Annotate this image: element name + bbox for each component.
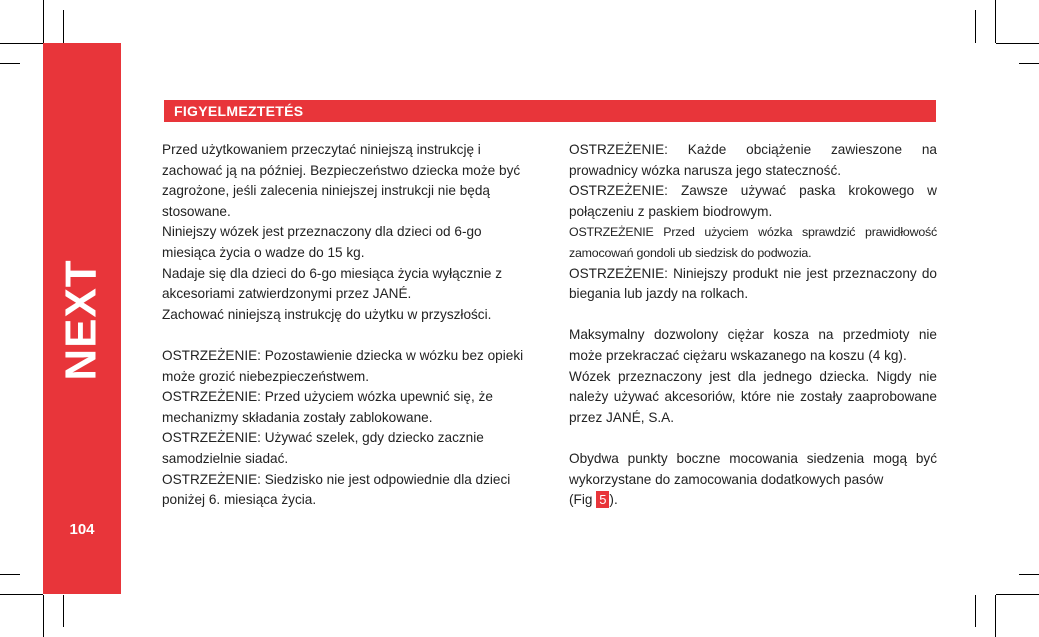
paragraph-gap (162, 325, 540, 346)
warning-paragraph: OSTRZEŻENIE: Każde obciążenie zawieszone na prowadnicy wózka narusza jego stateczność. (569, 142, 937, 178)
warning-paragraph: OSTRZEŻENIE: Zawsze używać paska krokowego w połączeniu z paskiem biodrowym. (569, 183, 937, 219)
section-banner: FIGYELMEZTETÉS (164, 100, 936, 122)
text-line: zagrożone, jeśli zalecenia niniejszej instrukcji nie będą (162, 183, 490, 199)
text-line: OSTRZEŻENIE: Siedzisko nie jest odpowiednie dla dzieci (162, 471, 511, 487)
text-line: OSTRZEŻENIE: Używać szelek, gdy dziecko zacznie (162, 430, 484, 446)
text-line: Niniejszy wózek jest przeznaczony dla dzieci od 6-go (162, 224, 482, 240)
text-line: zachować ją na później. Bezpieczeństwo dziecka może być (162, 162, 521, 178)
crop-mark (1019, 63, 1039, 64)
crop-mark (975, 595, 976, 627)
text-line: Przed użytkowaniem przeczytać niniejszą instrukcję i (162, 142, 481, 157)
warning-paragraph: OSTRZEŻENIE: Niniejszy produkt nie jest przeznaczony do biegania lub jazdy na rolkach. (569, 265, 937, 302)
crop-mark (0, 43, 43, 44)
info-paragraph: Obydwa punkty boczne mocowania siedzenia mogą być wykorzystane do zamocowania dodatkowych pasów (569, 450, 937, 487)
paragraph-gap (569, 305, 937, 326)
paragraph-gap (569, 428, 937, 449)
page-number: 104 (69, 521, 95, 538)
brand-label: NEXT (57, 259, 107, 381)
crop-mark (996, 594, 1039, 595)
text-line: mechanizmy składania zostały zablokowane. (162, 409, 433, 425)
text-line: Nadaje się dla dzieci do 6-go miesiąca życia wyłącznie z (162, 265, 503, 281)
text-line: stosowane. (162, 203, 231, 219)
text-line: miesiąca życia o wadze do 15 kg. (162, 244, 365, 260)
fig-prefix: (Fig (569, 492, 597, 508)
crop-mark (63, 595, 64, 627)
fig-suffix: ). (609, 492, 618, 508)
figure-reference (569, 490, 937, 511)
text-line: Zachować niniejszą instrukcję do użytku w przyszłości. (162, 306, 492, 322)
info-paragraph: Maksymalny dozwolony ciężar kosza na przedmioty nie może przekraczać ciężaru wskazanego na koszu (4 kg). (569, 327, 937, 363)
crop-mark (63, 10, 64, 43)
figure-number-badge: 5 (596, 491, 609, 508)
text-line: samodzielnie siadać. (162, 450, 289, 466)
crop-mark (995, 0, 996, 43)
text-line: akcesoriami zatwierdzonymi przez JANÉ. (162, 286, 412, 302)
info-paragraph: Wózek przeznaczony jest dla jednego dziecka. Nigdy nie należy używać akcesoriów, które nie zostały zaaprobowane przez JANÉ, S.A. (569, 368, 937, 425)
text-line: OSTRZEŻENIE: Przed użyciem wózka upewnić się, że (162, 389, 493, 405)
crop-mark (0, 574, 20, 575)
brand-title (43, 260, 121, 380)
crop-mark (0, 63, 20, 64)
left-text-column (162, 140, 540, 511)
crop-mark (975, 10, 976, 43)
crop-mark (1019, 574, 1039, 575)
warning-paragraph: OSTRZEŻENIE Przed użyciem wózka sprawdzić prawidłowość zamocowań gondoli ub siedzisk do podwozia. (569, 225, 937, 260)
crop-mark (995, 595, 996, 637)
crop-mark (0, 594, 43, 595)
text-line: OSTRZEŻENIE: Pozostawienie dziecka w wózku bez opieki (162, 347, 524, 363)
crop-mark (996, 43, 1039, 44)
crop-mark (43, 595, 44, 637)
text-line: poniżej 6. miesiąca życia. (162, 492, 317, 508)
text-line: może grozić niebezpieczeństwem. (162, 368, 370, 384)
crop-mark (43, 0, 44, 43)
right-text-column (569, 140, 937, 511)
